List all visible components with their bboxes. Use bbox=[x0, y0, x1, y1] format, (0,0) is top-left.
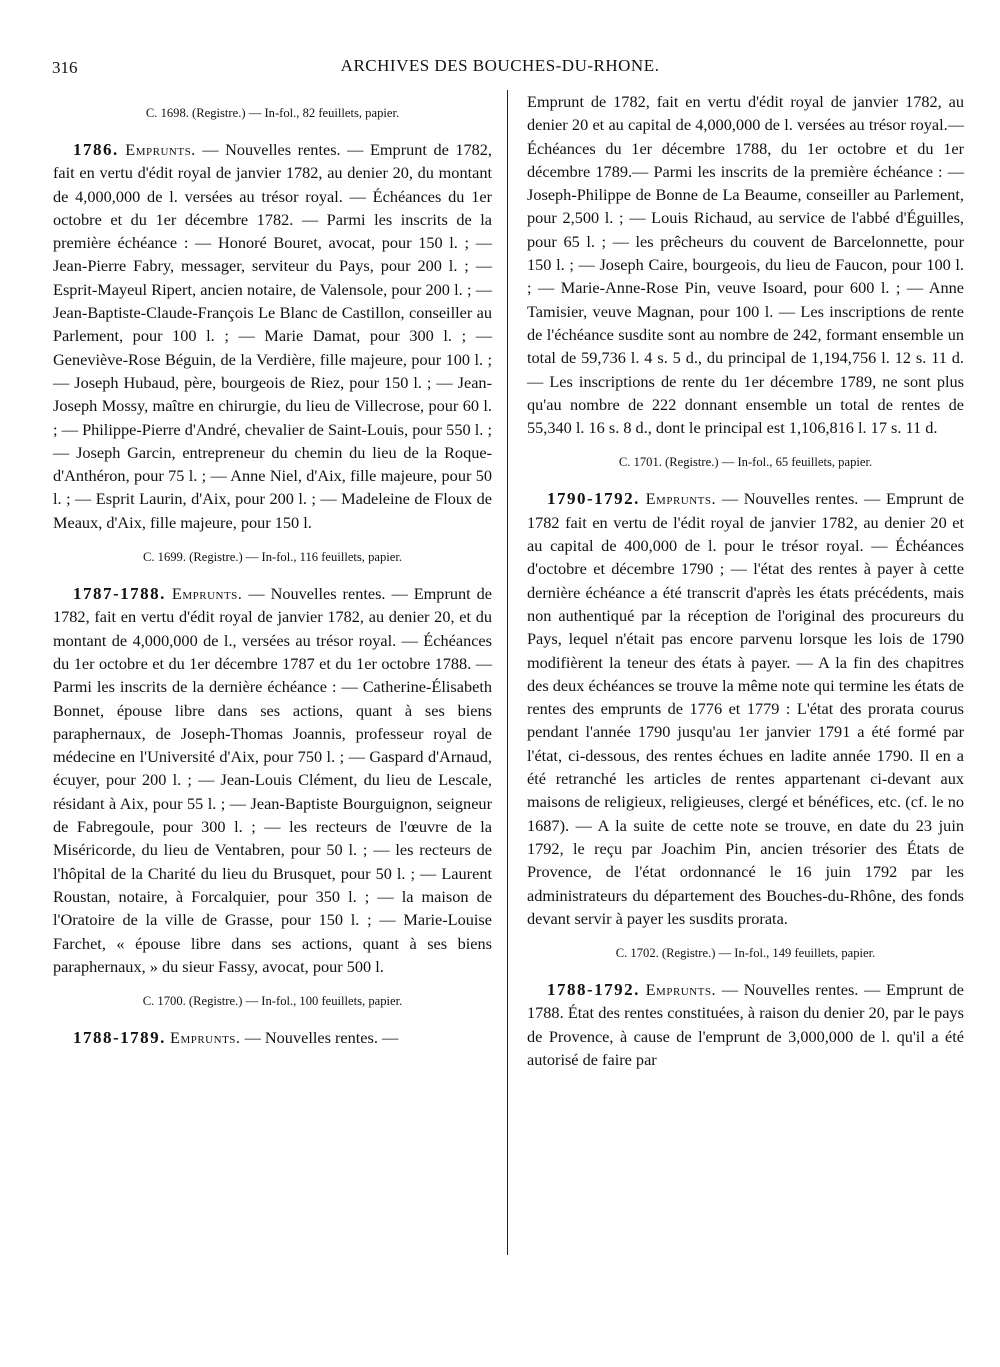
entry-date: 1786. bbox=[73, 140, 119, 159]
entry-category: Emprunts. bbox=[171, 584, 243, 604]
right-column bbox=[527, 90, 964, 1071]
entry-category: Emprunts. bbox=[170, 1028, 241, 1048]
entry-text: — Nouvelles rentes. — Emprunt de 1782 fait en vertu de l'édit royal de janvier 1782, au denier 20 et au capital de 400,000 de l. pour le trésor royal. — Échéances d'octobre et décembre 1790 ; — l'état des rentes à payer à cette dernière échéance a été transcrit d'après les états précédents, mais non authentiqué par la réception de l'original des procureurs du Pays, lequel n'était pas encore parvenu lorsque les lois de 1790 modifièrent la teneur des états à payer. — A la fin des chapitres des deux échéances se trouve la même note qui termine les états de rentes des emprunts de 1776 et 1779 : L'état des prorata courus pendant l'année 1790 jusqu'au 1er janvier 1791 a été formé par l'état, ci-dessous, des rentes échues en ladite année 1790. Il en a été retranché les articles de rentes appartenant ci-devant aux maisons de religieux, religieuses, clergé et bénéfices, etc. (cf. le no 1687). — A la suite de cette note se trouve, en date du 23 juin 1792, le reçu par Joachim Pin, ancien trésorier des États de Provence, de l'état ordonnancé le 16 juin 1792 par les administrateurs du département des Bouches-du-Rhône, des fonds devant servir à payer les susdits prorata. bbox=[527, 489, 965, 928]
entry-text: — Nouvelles rentes. — Emprunt de 1782, fait en vertu d'édit royal de janvier 1782, au denier 20, et du montant de 4,000,000 de l., versées au trésor royal. — Échéances du 1er octobre et du 1er décembre 1787 et du 1er octobre 1788. — Parmi les inscrits de la dernière échéance : — Catherine-Élisabeth Bonnet, épouse libre dans ses actions, quant à ses biens paraphernaux, de Joseph-Thomas Joannis, professeur royal de médecine en l'Université d'Aix, pour 750 l. ; — Gaspard d'Arnaud, écuyer, pour 200 l. ; — Jean-Louis Clément, du lieu de Lescale, résidant à Aix, pour 55 l. ; — Jean-Baptiste Bourguignon, seigneur de Fabregoule, pour 300 l. ; — les recteurs de l'œuvre de la Miséricorde, du lieu de Ventabren, pour 50 l. ; — les recteurs de l'hôpital de la Charité du lieu du Brusquet, pour 50 l. ; — Laurent Roustan, notaire, à Forcalquier, pour 350 l. ; — la maison de l'Oratoire de la ville de Grasse, pour 150 l. ; — Marie-Louise Farchet, « épouse libre dans ses actions, quant à ses biens paraphernaux, » du sieur Fassy, avocat, pour 500 l. bbox=[53, 584, 493, 976]
cote-c1699: C. 1699. (Registre.) — In-fol., 116 feuillets, papier. bbox=[142, 550, 403, 565]
entry-date: 1788-1792. bbox=[547, 980, 640, 1000]
left-column bbox=[53, 90, 492, 1049]
entry-1788-1789-continued: Emprunt de 1782, fait en vertu d'édit royal de janvier 1782, au denier 20 et au capital de 4,000,000 de l. versées au trésor royal.— Échéances du 1er décembre 1788, du 1er octobre et du 1er décembre 1789.— Parmi les inscrits de la première échéance : — Joseph-Philippe de Bonne de La Beaume, conseiller au Parlement, pour 2,500 l. ; — Louis Richaud, au service de l'abbé d'Éguilles, pour 65 l. ; — les prêcheurs du couvent de Barcelonnette, pour 150 l. ; — Joseph Caire, bourgeois, du lieu de Faucon, pour 100 l. ; — Marie-Anne-Rose Pin, veuve Isoard, pour 600 l. ; — Anne Tamisier, veuve Magnan, pour 100 l. — Les inscriptions de rente de l'échéance susdite sont au nombre de 242, formant ensemble un total de 59,736 l. 4 s. 5 d., du principal de 1,194,756 l. 12 s. 11 d. — Les inscriptions de rente du 1er décembre 1789, ne sont plus qu'au nombre de 222 donnant ensemble un total de rentes de 55,340 l. 16 s. 8 d., dont le principal est 1,106,816 l. 17 s. 11 d. bbox=[527, 92, 964, 438]
running-header: ARCHIVES DES BOUCHES-DU-RHONE. bbox=[340, 56, 660, 75]
entry-1788-1789 bbox=[53, 1026, 492, 1049]
entry-1788-1792 bbox=[527, 978, 964, 1071]
entry-text: — Nouvelles rentes. — bbox=[244, 1028, 399, 1048]
entry-date: 1788-1789. bbox=[73, 1028, 166, 1048]
entry-category: Emprunts. bbox=[645, 980, 717, 1000]
entry-date: 1787-1788. bbox=[73, 584, 166, 604]
page-number: 316 bbox=[52, 58, 78, 77]
entry-text: — Nouvelles rentes. — Emprunt de 1782, fait en vertu d'édit royal de janvier 1782, au denier 20, du montant de 4,000,000 de l. versées au trésor royal. — Échéances du 1er octobre et du 1er décembre 1782. — Parmi les inscrits de la première échéance : — Honoré Bouret, avocat, pour 150 l. ; — Jean-Pierre Fabry, messager, serviteur du Pays, pour 200 l. ; — Esprit-Mayeul Ripert, ancien notaire, de Valensole, pour 200 l. ; — Jean-Baptiste-Claude-François Le Blanc de Castillon, conseiller au Parlement, pour 100 l. ; — Marie Damat, pour 300 l. ; — Geneviève-Rose Béguin, de la Verdière, fille majeure, pour 100 l. ; — Joseph Hubaud, père, bourgeois de Riez, pour 150 l. ; — Jean-Joseph Mossy, maître en chirurgie, du lieu de Villecrose, pour 60 l. ; — Philippe-Pierre d'André, chevalier de Saint-Louis, pour 550 l. ; — Joseph Garcin, entrepreneur du chemin du lieu de la Roque-d'Anthéron, pour 75 l. ; — Anne Niel, d'Aix, fille majeure, pour 50 l. ; — Esprit Laurin, d'Aix, pour 200 l. ; — Madeleine de Floux de Meaux, d'Aix, fille majeure, pour 150 l. bbox=[53, 140, 492, 532]
cote-c1698: C. 1698. (Registre.) — In-fol., 82 feuillets, papier. bbox=[145, 106, 400, 120]
entry-1787-1788 bbox=[53, 582, 492, 978]
entry-1790-1792 bbox=[527, 487, 964, 930]
entry-text: — Nouvelles rentes. — Emprunt de 1788. État des rentes constituées, à raison du denier 20, par le pays de Provence, à cause de l'emprunt de 3,000,000 de l. qu'il a été autorisé de faire par bbox=[527, 980, 965, 1069]
entry-category: Emprunts. bbox=[125, 140, 196, 159]
entry-category: Emprunts. bbox=[645, 489, 717, 509]
entry-date: 1790-1792. bbox=[547, 489, 640, 509]
cote-c1701: C. 1701. (Registre.) — In-fol., 65 feuillets, papier. bbox=[618, 455, 873, 470]
cote-c1702: C. 1702. (Registre.) — In-fol., 149 feuillets, papier. bbox=[615, 946, 876, 961]
column-divider bbox=[507, 90, 508, 1255]
cote-c1700: C. 1700. (Registre.) — In-fol., 100 feuillets, papier. bbox=[142, 994, 403, 1009]
entry-1786 bbox=[53, 138, 492, 534]
